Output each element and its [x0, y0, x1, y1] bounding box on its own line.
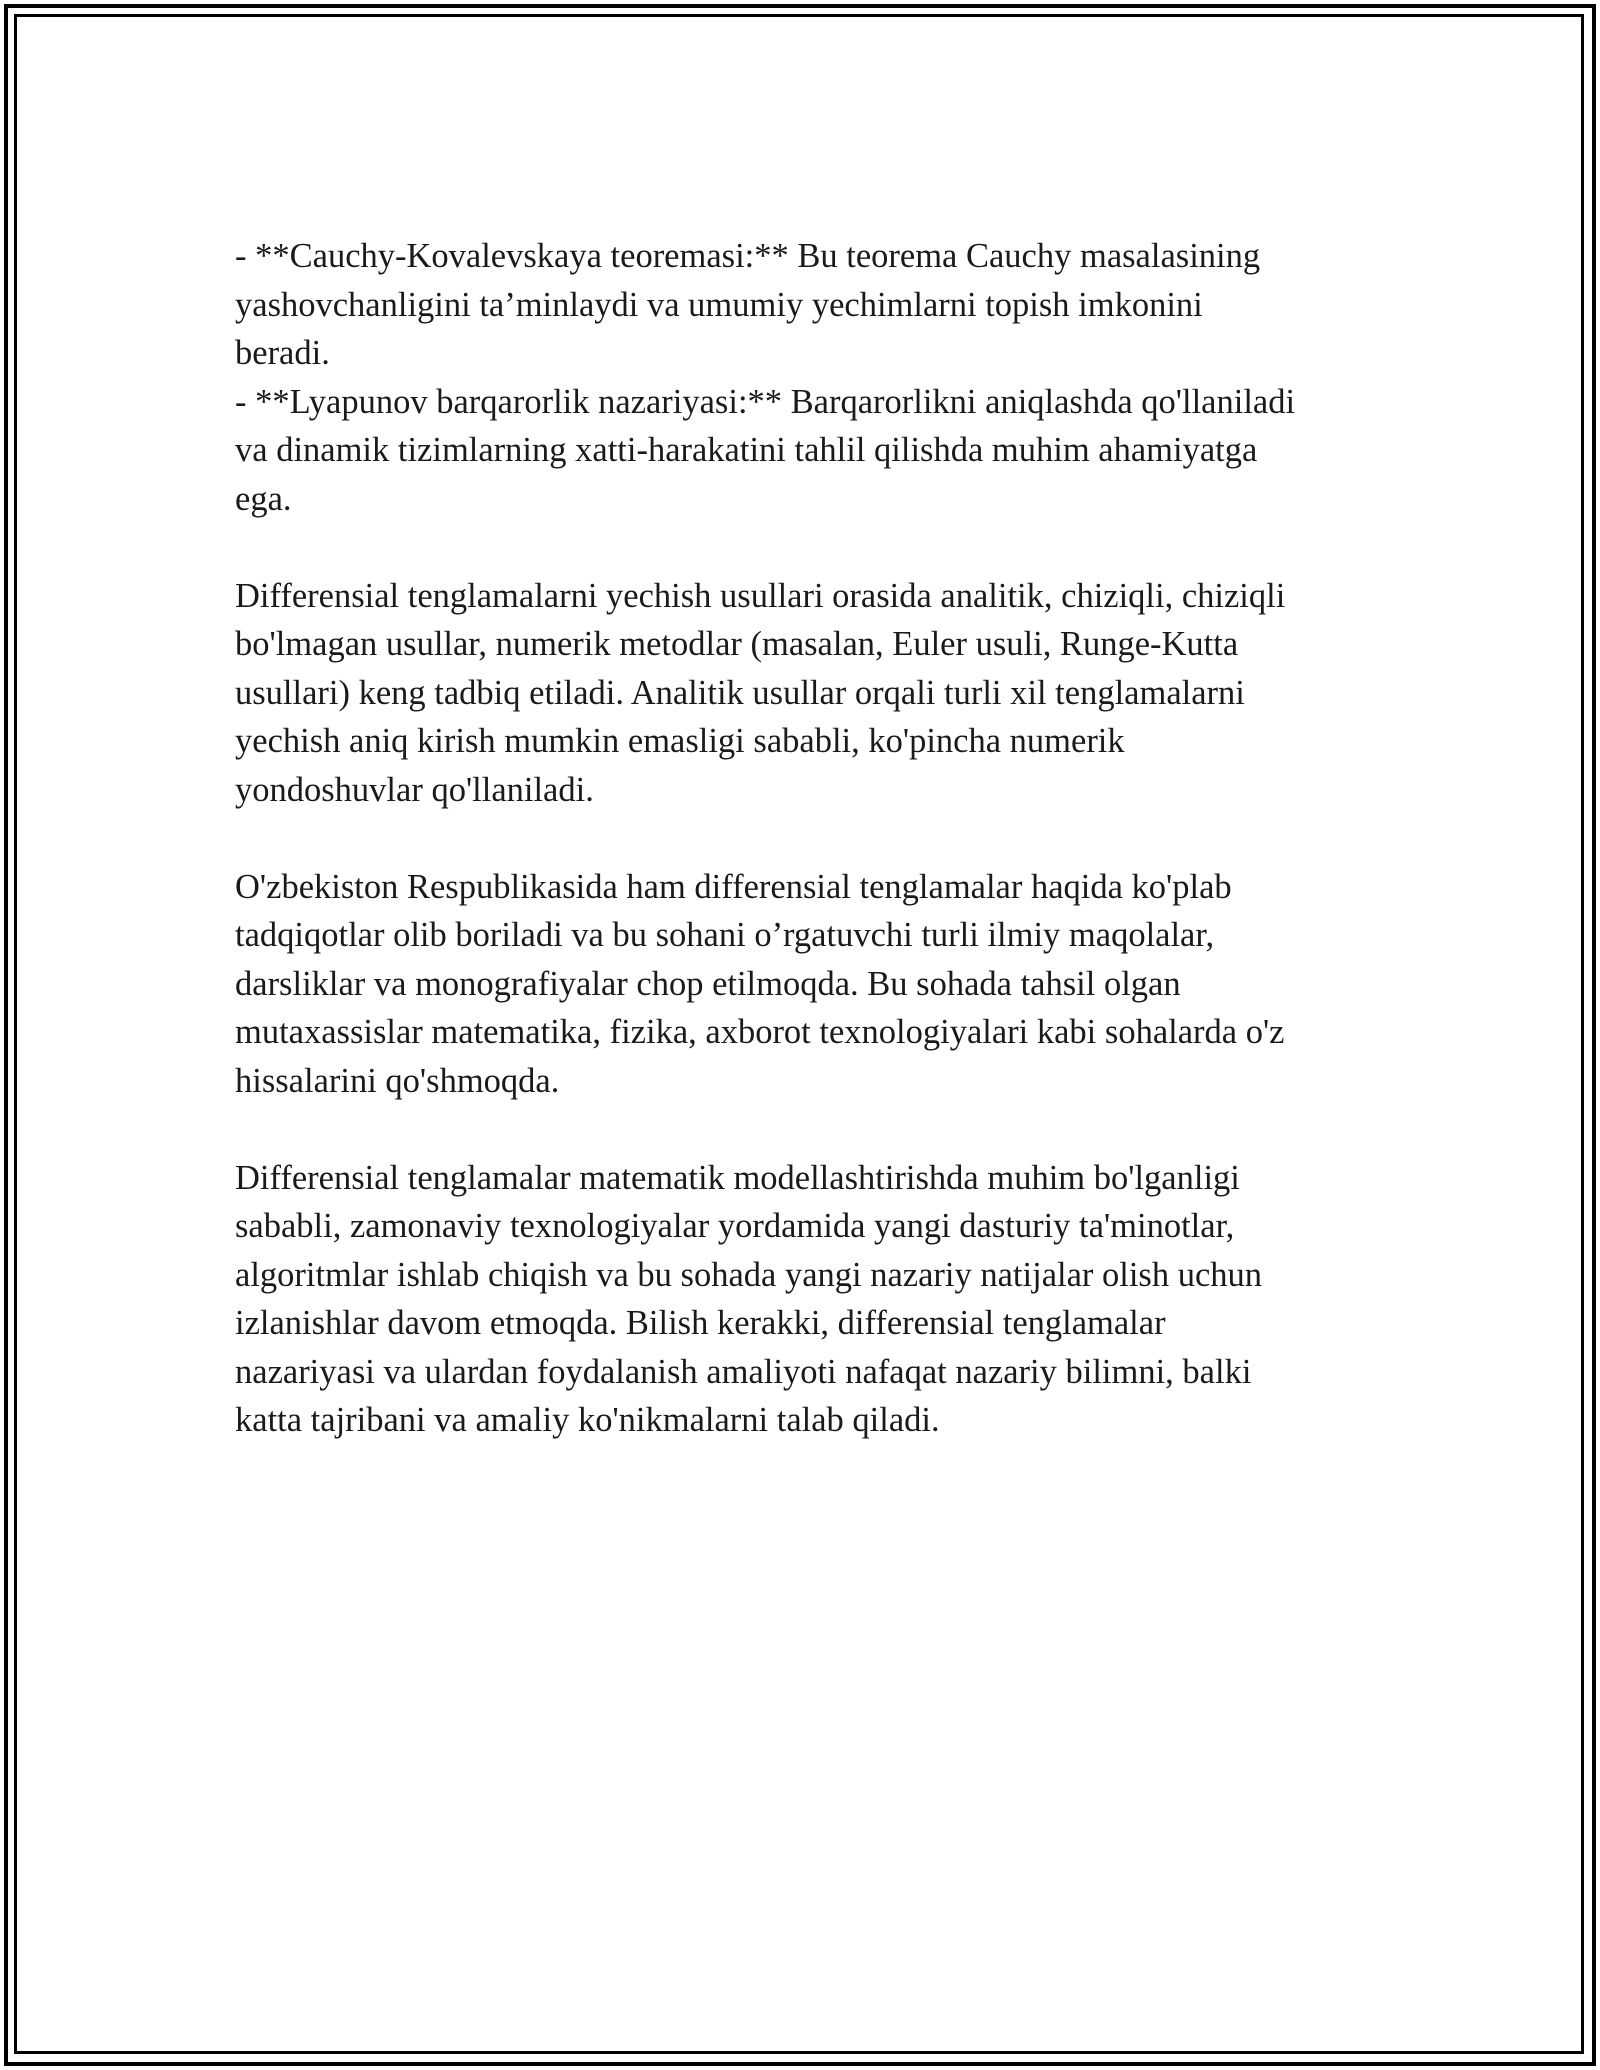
text-line: Differensial tenglamalar matematik modellashtirishda muhim bo'lganligi [235, 1158, 1240, 1197]
list-item-cauchy-kovalevskaya [235, 232, 1370, 378]
text-line: va dinamik tizimlarning xatti-harakatini tahlil qilishda muhim ahamiyatga [235, 431, 1258, 469]
paragraph-modern-technologies [235, 1154, 1370, 1445]
text-line: bo'lmagan usullar, numerik metodlar (masalan, Euler usuli, Runge-Kutta [235, 625, 1239, 663]
paragraph-gap [235, 1105, 1370, 1154]
text-line: tadqiqotlar olib boriladi va bu sohani o’rgatuvchi turli ilmiy maqolalar, [235, 916, 1215, 954]
text-line: hissalarini qo'shmoqda. [235, 1061, 560, 1100]
paragraph-solution-methods [235, 572, 1370, 815]
paragraph-gap [235, 523, 1370, 572]
text-line: algoritmlar ishlab chiqish va bu sohada yangi nazariy natijalar olish uchun [235, 1255, 1263, 1294]
text-line: darsliklar va monografiyalar chop etilmoqda. Bu sohada tahsil olgan [235, 964, 1181, 1003]
text-line: beradi. [235, 334, 330, 372]
text-line: sababli, zamonaviy texnologiyalar yordamida yangi dasturiy ta'minotlar, [235, 1207, 1235, 1245]
text-line: Differensial tenglamalarni yechish usullari orasida analitik, chiziqli, chiziqli [235, 576, 1286, 615]
text-line: usullari) keng tadbiq etiladi. Analitik usullar orqali turli xil tenglamalarni [235, 673, 1245, 712]
paragraph-gap [235, 814, 1370, 863]
text-line: - **Cauchy-Kovalevskaya teoremasi:** Bu teorema Cauchy masalasining [235, 237, 1261, 275]
list-item-lyapunov [235, 378, 1370, 524]
text-line: O'zbekiston Respublikasida ham differensial tenglamalar haqida ko'plab [235, 867, 1232, 906]
text-line: yechish aniq kirish mumkin emasligi sababli, ko'pincha numerik [235, 722, 1125, 760]
text-line: yondoshuvlar qo'llaniladi. [235, 770, 594, 809]
text-line: nazariyasi va ulardan foydalanish amaliyoti nafaqat nazariy bilimni, balki [235, 1352, 1252, 1391]
document-body [235, 232, 1370, 1445]
text-line: katta tajribani va amaliy ko'nikmalarni talab qiladi. [235, 1401, 940, 1439]
text-line: mutaxassislar matematika, fizika, axborot texnologiyalari kabi sohalarda o'z [235, 1013, 1285, 1051]
text-line: ega. [235, 479, 292, 518]
text-line: yashovchanligini ta’minlaydi va umumiy yechimlarni topish imkonini [235, 285, 1203, 324]
bullet-list [235, 232, 1370, 523]
text-line: izlanishlar davom etmoqda. Bilish kerakki, differensial tenglamalar [235, 1304, 1166, 1342]
paragraph-uzbekistan-research [235, 863, 1370, 1106]
text-line: - **Lyapunov barqarorlik nazariyasi:** Barqarorlikni aniqlashda qo'llaniladi [235, 382, 1296, 421]
